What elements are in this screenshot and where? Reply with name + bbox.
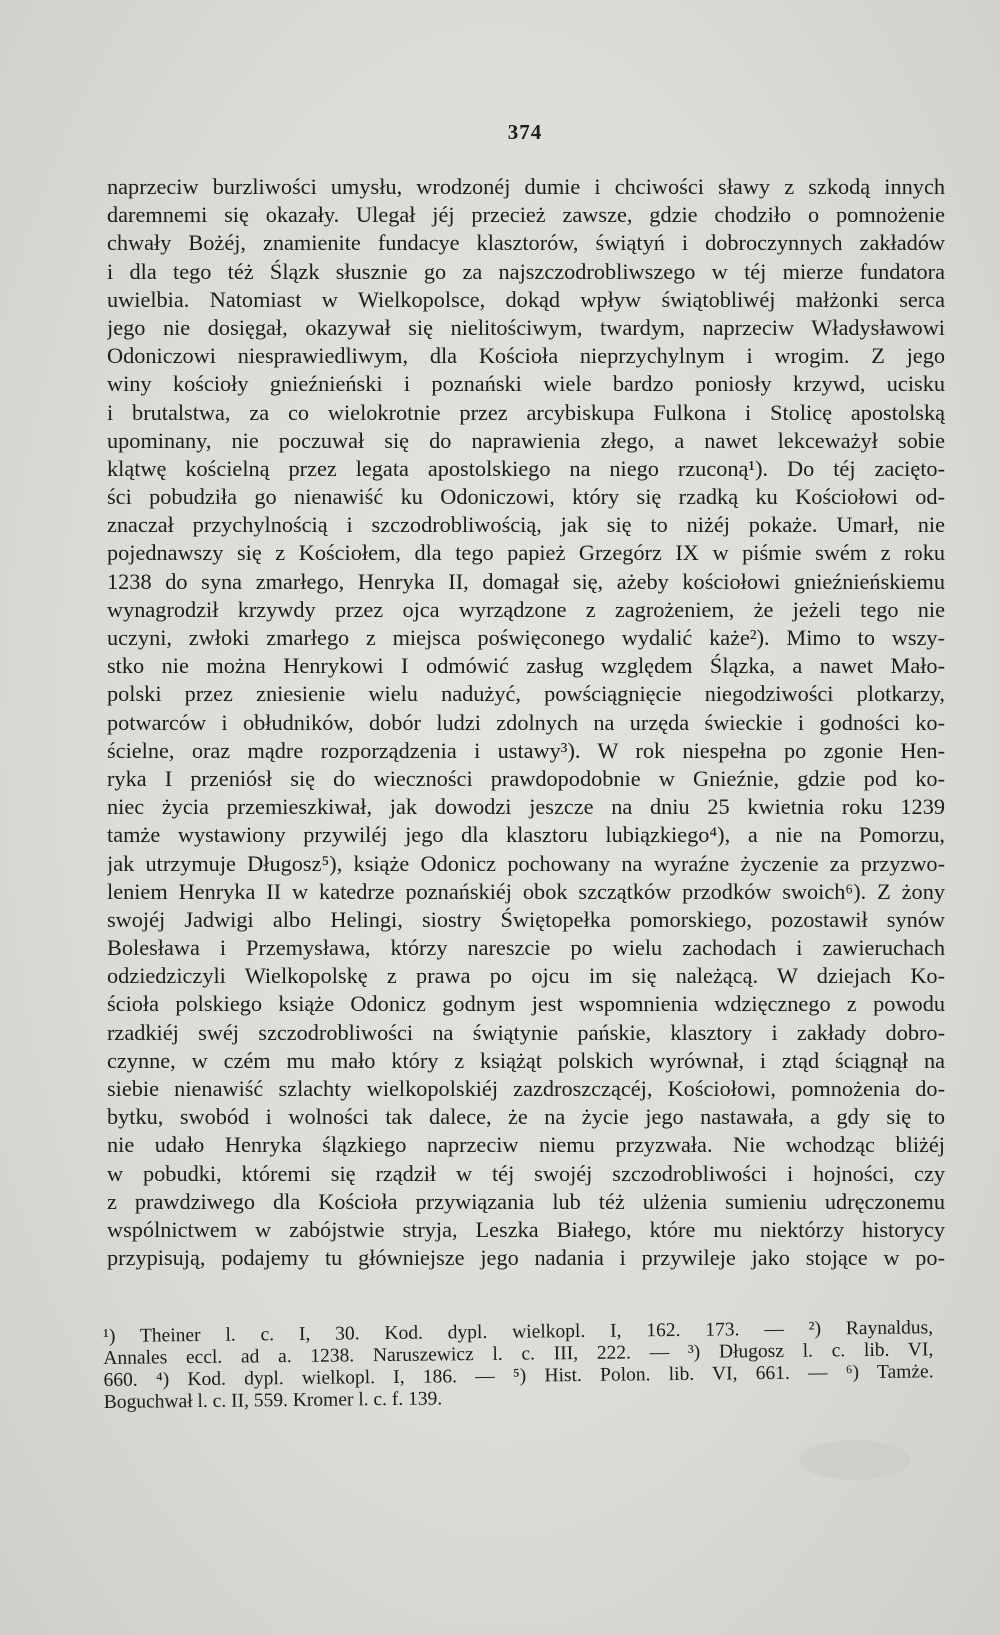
text-line: jego nie dosięgał, okazywał się nielitościwym, twardym, naprzeciw Władysławowi <box>107 314 945 340</box>
text-line: siebie nienawiść szlachty wielkopolskiéj zazdroszczącéj, Kościołowi, pomnożenia do- <box>107 1076 945 1101</box>
footnote-line: 660. ⁴) Kod. dypl. wielkopl. I, 186. — ⁵) Hist. Polon. lib. VI, 661. — ⁶) Tamże. <box>103 1361 934 1391</box>
text-line: z prawdziwego dla Kościoła przywiązania lub téż ulżenia sumieniu udręczonemu <box>107 1188 945 1214</box>
paper-stain <box>800 1440 910 1480</box>
text-line: i dla tego téż Ślązk słusznie go za najszczodrobliwszego w téj mierze fundatora <box>107 258 945 284</box>
text-line: Bolesława i Przemysława, którzy nareszcie po wielu zachodach i zawieruchach <box>107 935 945 961</box>
text-line: leniem Henryka II w katedrze poznańskiéj obok szczątków przodków swoich⁶). Z żony <box>107 878 945 904</box>
text-line: jak utrzymuje Długosz⁵), książe Odonicz pochowany na wyraźne życzenie za przyzwo- <box>107 850 945 876</box>
text-line: znaczał przychylnością i szczodrobliwością, jak się to niżéj pokaże. Umarł, nie <box>107 512 945 538</box>
text-line: naprzeciw burzliwości umysłu, wrodzonéj dumie i chciwości sławy z szkodą innych <box>107 174 945 199</box>
text-line: ści pobudziła go nienawiść ku Odoniczowi, który się rzadką ku Kościołowi od- <box>107 484 945 510</box>
text-line: czynne, w czém mu mało który z książąt polskich wyrównał, i ztąd ściągnął na <box>107 1047 945 1073</box>
text-line: i brutalstwa, za co wielokrotnie przez arcybiskupa Fulkona i Stolicę apostolską <box>107 399 945 425</box>
footnote-line: ¹) Theiner l. c. I, 30. Kod. dypl. wielkopl. I, 162. 173. — ²) Raynaldus, <box>103 1317 934 1347</box>
text-line: wspólnictwem w zabójstwie stryja, Leszka Białego, które mu niektórzy historycy <box>107 1216 945 1242</box>
text-line: upominany, nie poczuwał się do naprawienia złego, a nawet lekceważył sobie <box>107 427 945 453</box>
text-line: ryka I przeniósł się do wieczności prawdopodobnie w Gnieźnie, gdzie pod ko- <box>107 765 945 791</box>
text-line: chwały Bożéj, znamienite fundacye klasztorów, świątyń i dobroczynnych zakładów <box>107 230 945 256</box>
text-line: Odoniczowi niesprawiedliwym, dla Kościoła nieprzychylnym i wrogim. Z jego <box>107 343 945 369</box>
text-line: niec życia przemieszkiwał, jak dowodzi jeszcze na dniu 25 kwietnia roku 1239 <box>107 794 945 820</box>
text-line: odziedziczyli Wielkopolskę z prawa po ojcu im się należącą. W dziejach Ko- <box>107 963 945 989</box>
text-line: daremnemi się okazały. Ulegał jéj przecież zawsze, gdzie chodziło o pomnożenie <box>107 202 945 228</box>
text-line: potwarców i obłudników, dobór ludzi zdolnych na urzęda świeckie i godności ko- <box>107 709 945 735</box>
footnote-line: Annales eccl. ad a. 1238. Naruszewicz l. c. III, 222. — ³) Długosz l. c. lib. VI, <box>103 1339 934 1369</box>
text-line: tamże wystawiony przywiléj jego dla klasztoru lubiązkiego⁴), a nie na Pomorzu, <box>107 822 945 848</box>
text-line: pojednawszy się z Kościołem, dla tego papież Grzegórz IX w piśmie swém z roku <box>107 540 945 566</box>
text-line: swojéj Jadwigi albo Helingi, siostry Świętopełka pomorskiego, pozostawił synów <box>107 906 945 932</box>
text-line: przypisują, podajemy tu główniejsze jego nadania i przywileje jako stojące w po- <box>107 1245 945 1271</box>
text-line: ścielne, oraz mądre rozporządzenia i ustawy³). W rok niespełna po zgonie Hen- <box>107 737 945 763</box>
text-line: bytku, swobód i wolności tak dalece, że na życie jego nastawała, a gdy się to <box>107 1104 945 1130</box>
text-line: nie udało Henryka ślązkiego naprzeciw niemu przyzwała. Nie wchodząc bliżéj <box>107 1132 945 1158</box>
text-line: uczyni, zwłoki zmarłego z miejsca poświęconego wydalić każe²). Mimo to wszy- <box>107 625 945 650</box>
page-number: 374 <box>507 120 543 144</box>
main-text <box>107 173 945 1272</box>
text-line: klątwę kościelną przez legata apostolskiego na niego rzuconą¹). Do téj zacięto- <box>107 455 945 481</box>
footnotes <box>103 1317 934 1414</box>
text-line: uwielbia. Natomiast w Wielkopolsce, dokąd wpływ świątobliwéj małżonki serca <box>107 286 945 312</box>
text-line: w pobudki, któremi się rządził w téj swojéj szczodrobliwości i hojności, czy <box>107 1160 945 1186</box>
text-line: winy kościoły gnieźnieński i poznański wiele bardzo poniosły krzywd, ucisku <box>107 371 945 397</box>
footnote-line: Boguchwał l. c. II, 559. Kromer l. c. f. 139. <box>103 1388 443 1413</box>
text-line: 1238 do syna zmarłego, Henryka II, domagał się, ażeby kościołowi gnieźnieńskiemu <box>107 568 945 594</box>
text-line: stko nie można Henrykowi I odmówić zasług względem Ślązka, a nawet Mało- <box>107 653 945 679</box>
text-line: polski przez zniesienie wielu nadużyć, powściągnięcie niegodziwości plotkarzy, <box>107 681 945 707</box>
text-line: rzadkiéj swéj szczodrobliwości na świątynie pańskie, klasztory i zakłady dobro- <box>107 1019 945 1045</box>
text-line: ścioła polskiego książe Odonicz godnym jest wspomnienia wdzięcznego z powodu <box>107 991 945 1017</box>
text-line: wynagrodził krzywdy przez ojca wyrządzone z zagrożeniem, że jeżeli tego nie <box>107 596 945 622</box>
